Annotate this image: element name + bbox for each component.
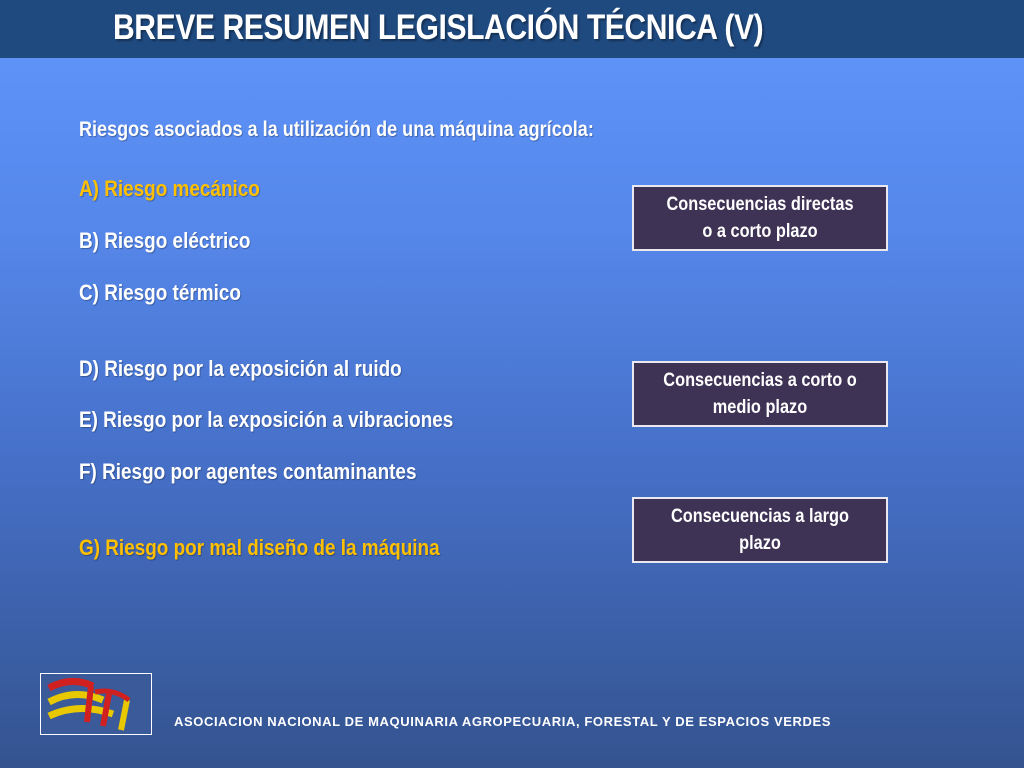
title-bar bbox=[0, 0, 1024, 58]
consequence-line: Consecuencias a corto o bbox=[663, 370, 857, 391]
consequence-line: Consecuencias a largo bbox=[671, 506, 849, 527]
consequence-line: Consecuencias directas bbox=[666, 194, 854, 215]
consequence-line: medio plazo bbox=[712, 397, 808, 418]
risk-item-g: G) Riesgo por mal diseño de la máquina bbox=[79, 535, 440, 560]
consequence-line: plazo bbox=[739, 533, 781, 554]
consequence-box-short-term bbox=[632, 185, 888, 251]
risk-item-a: A) Riesgo mecánico bbox=[79, 176, 260, 201]
risk-item-e: E) Riesgo por la exposición a vibraciones bbox=[79, 407, 454, 432]
risk-item-b: B) Riesgo eléctrico bbox=[79, 228, 251, 253]
association-logo-icon bbox=[40, 673, 152, 735]
consequence-line: o a corto plazo bbox=[702, 221, 818, 242]
risk-item-c: C) Riesgo térmico bbox=[79, 280, 241, 305]
consequence-box-long-term bbox=[632, 497, 888, 563]
footer-organization: ASOCIACION NACIONAL DE MAQUINARIA AGROPECUARIA, FORESTAL Y DE ESPACIOS VERDES bbox=[174, 714, 832, 729]
risks-heading: Riesgos asociados a la utilización de una máquina agrícola: bbox=[79, 118, 594, 141]
risk-item-d: D) Riesgo por la exposición al ruido bbox=[79, 356, 402, 381]
consequence-box-medium-term bbox=[632, 361, 888, 427]
slide-title: BREVE RESUMEN LEGISLACIÓN TÉCNICA (V) bbox=[113, 8, 764, 47]
risk-item-f: F) Riesgo por agentes contaminantes bbox=[79, 459, 417, 484]
